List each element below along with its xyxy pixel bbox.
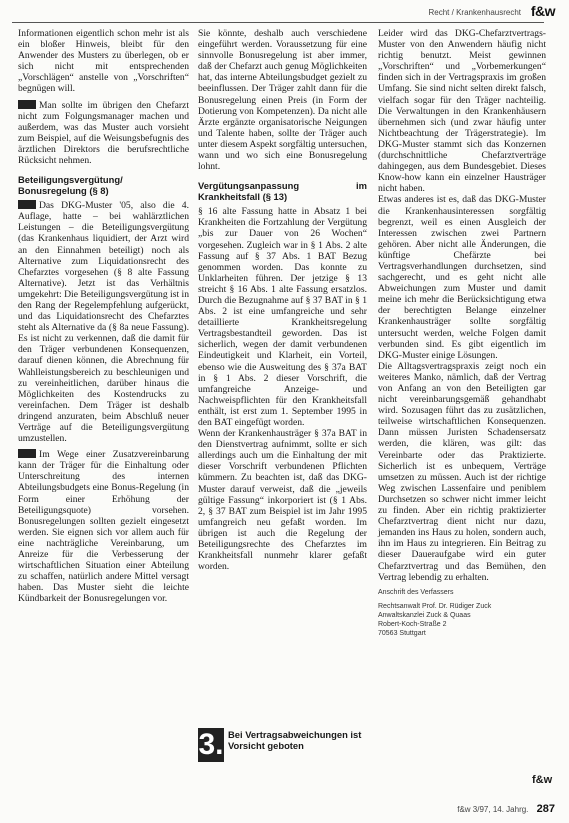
author-line: Rechtsanwalt Prof. Dr. Rüdiger Zuck xyxy=(378,602,492,610)
paragraph: Man sollte im übrigen den Chefarzt nicht zum Folgungsmanager machen und außerdem, was das Muster auch vorsieht zum Beispiel, auf die Weisungsbefugnis des ärztlichen Direktors die berufsrechtliche Rücksicht nehmen. xyxy=(18,99,189,167)
section-heading: Vergütungsanpassung im Krankheitsfall (§ 13) xyxy=(198,180,367,203)
paragraph: § 16 alte Fassung hatte in Absatz 1 bei Krankheiten die Fortzahlung der Vergütung „bis zur Dauer von 26 Wochen“ vorgesehen. Zugleich war in § 1 Abs. 2 alte Fassung auf § 37 Abs. 1 BAT Bezug genommen worden. Das konnte zu Unklarheiten führen. Der jetzige § 13 streicht § 16 Abs. 1 alte Fassung ersatzlos. Durch die Bezugnahme auf § 37 BAT in § 1 Abs. 2 ist eine umfangreiche und sehr detaillierte Krankheitsregelung Vertragsbestandteil geworden. Das ist sicherlich, wegen der damit verbundenen Eindeutigkeit und Klarheit, ein Vorteil, ebenso wie die Ausweitung des § 37a BAT in § 1 Abs. 2 dieser Vorschrift, die umfangreiche Anzeige- und Nachweispflichten für den Krankheitsfall enthält, ist erst zum 1. September 1995 in den BAT eingefügt worden. xyxy=(198,206,368,428)
section-label: Recht / Krankenhausrecht xyxy=(428,8,521,17)
paragraph: Das DKG-Muster '05, also die 4. Auflage, hatte – bei wahlärztlichen Leistungen – die Beteiligungsvergütung (das Krankenhaus liquidiert, der Arzt wird an den Einnahmen beteiligt) noch als Alternative zum Liquidationsrecht des Chefarztes vorgesehen (§ 8 alte Fassung Alternative). Jetzt ist das Verhältnis umgekehrt: Die Beteiligungsvergütung ist in den Rang der Regelempfehlung aufgerückt, und das Liquidationsrecht des Chefarztes steht als Alternative da (§ 8a neue Fassung). Es ist nicht zu verkennen, daß die damit für den Träger verbundenen Konsequenzen, darauf dienen können, die Abrechnung für Wahlleistungsbereich zu beschleunigen und zu vereinheitlichen, darüber hinaus die Möglichkeiten des Kostendrucks zu vereinfachen. Dem Träger ist deshalb dringend anzuraten, beim Abschluß neuer Verträge auf die Beteiligungsvergütung umzustellen. xyxy=(18,200,189,445)
author-title: Anschrift des Verfassers xyxy=(378,588,454,596)
header-rule xyxy=(12,22,544,23)
section-heading: Beteiligungsvergütung/ Bonusregelung (§ 8) xyxy=(18,174,123,197)
section-heading-large: Bei Vertragsabweichungen ist Vorsicht geboten xyxy=(228,729,362,751)
paragraph: Sie könnte, deshalb auch verschiedene eingeführt werden. Voraussetzung für eine sinnvolle Bonusregelung ist aber immer, daß der Chefarzt auch genug Möglichkeiten hat, das interne Abteilungsbudget gezielt zu beeinflussen. Der Träger zahlt dann für die Bonusregelung einen Preis (in Form der Dotierung von Kompetenzen). Da nicht alle Ärzte ergänzte organisatorische Neigungen und Talente haben, sollte der Träger auch unter diesem Aspekt sorgfältig untersuchen, wann und wo sich eine Bonusregelung lohnt. xyxy=(198,28,367,173)
column-2 xyxy=(198,28,367,572)
section-marker-icon xyxy=(18,449,36,458)
column-1 xyxy=(18,28,189,605)
page-footer xyxy=(457,803,555,815)
author-line: Anwaltskanzlei Zuck & Quaas xyxy=(378,611,471,619)
paragraph: Im Wege einer Zusatzvereinbarung kann der Träger für die Einhaltung oder Unterschreitung des internen Abteilungsbudgets eine Bonus-Regelung (in Form einer Erhöhung der Beteiligungsquote) vorsehen. Bonusregelungen sollten gezielt eingesetzt werden. Sie eignen sich vor allem auch für eine nachträgliche Vereinbarung, um Anreize für die Verbesserung der wirtschaftlichen Situation einer Abteilung zu schaffen, natürlich andere Mittel versagt haben. Das Muster sieht die leichte Kündbarkeit der Bonusregelungen vor. xyxy=(18,449,189,605)
page-header xyxy=(0,2,569,24)
section-number: 3. xyxy=(198,728,224,761)
author-address xyxy=(378,588,546,638)
paragraph: Die Alltagsvertragspraxis zeigt noch ein weiteres Manko, nämlich, daß der Vertrag von Anfang an von den Beteiligten gar nicht vereinbarungsgemäß gehandhabt wird. Sozusagen führt das zu zusätzlichen, teilweise wirtschaftlichen Konsequenzen. Dann müssen Juristen Schadensersatz werden, die klären, was gilt: das Vereinbarte oder das Praktizierte. Sicherlich ist es unbequem, Verträge umsetzen zu müssen. Auch ist der richtige Weg zwischen Lassenfaire und peniblem Durchsetzen so schwer nicht immer leicht zu finden. Aber ein richtig praktizierter Chefarztvertrag dient nicht nur dazu, jemanden ins Haus zu holen, sondern auch, ihn im Haus zu integrieren. Ein Beitrag zu dieser Daueraufgabe wird ein guter Chefarztvertrag und das Bemühen, den Vertrag lebendig zu erhalten. xyxy=(378,360,546,583)
paragraph: Wenn der Krankenhausträger § 37a BAT in den Dienstvertrag aufnimmt, sollte er sich allerdings auch um die Einhaltung der mit dieser Vorschrift verbundenen Pflichten kümmern. Zu beachten ist, daß das DKG-Muster darauf verweist, daß die „jeweils gültige Fassung“ inkorporiert ist (§ 1 Abs. 2, § 37 BAT zum Beispiel ist im Jahr 1995 umfangreich neu gefaßt worden. Im übrigen ist auch die Regelung der Beteiligungsrechte des Chefarztes im Krankheitsfall nunmehr klarer gefaßt worden. xyxy=(198,428,367,573)
journal-logo: f&w xyxy=(530,3,555,19)
paragraph: Etwas anderes ist es, daß das DKG-Muster die Krankenhausinteressen sorgfältig begrenzt, weil es einen Ausgleich der Interessen zwischen zwei Partnern gehören. Aber nicht alle Änderungen, die künftige Chefärzte bei Vertragsverhandlungen durchsetzen, sind sachgerecht, und es geht nicht alle Abweichungen zum Muster und damit meine ich mehr die Berücksichtigung etwa der berechtigten Belange einzelner Krankenhausträger sollte sorgfältig untersucht werden, welche Folgen damit verbunden sind. Es gibt eigentlich im DKG-Muster einige Lösungen. xyxy=(378,194,546,361)
column-3 xyxy=(378,28,546,638)
paragraph: Informationen eigentlich schon mehr ist als ein bloßer Hinweis, bleibt für den Anwender des Musters zu überlegen, ob er sich nicht mit entsprechenden „Vorschlägen“ anstelle von „Vorschriften“ begnügen will. xyxy=(18,28,189,95)
author-line: 70563 Stuttgart xyxy=(378,629,426,637)
issue-info: f&w 3/97, 14. Jahrg. xyxy=(457,805,529,814)
footer-logo: f&w xyxy=(532,774,553,786)
author-line: Robert-Koch-Straße 2 xyxy=(378,620,447,628)
paragraph: Leider wird das DKG-Chefarztvertrags-Muster von den Anwendern häufig nicht richtig benutzt. Meist gewinnen „Vorschriften“ und „Vorbemerkungen“ finden sich in der Vertragspraxis im großen Umfang. Sie sind nicht selten direkt falsch, vielfach sogar für den Träger nachteilig. Die Verwaltungen in den Krankenhäusern übernehmen sich (und zwar häufig unter Nichtbeachtung der Trägerstrategie). Im DKG-Muster stammt sich das Konzernen (durchschnittliche Chefarztverträge dahingegen, aus dem Bundesgebiet. Dieses Know-how kann ein einzelner Hausträger nicht haben. xyxy=(378,28,546,195)
page-number: 287 xyxy=(536,803,555,815)
section-marker-icon xyxy=(18,100,36,109)
section-marker-icon xyxy=(18,200,36,209)
